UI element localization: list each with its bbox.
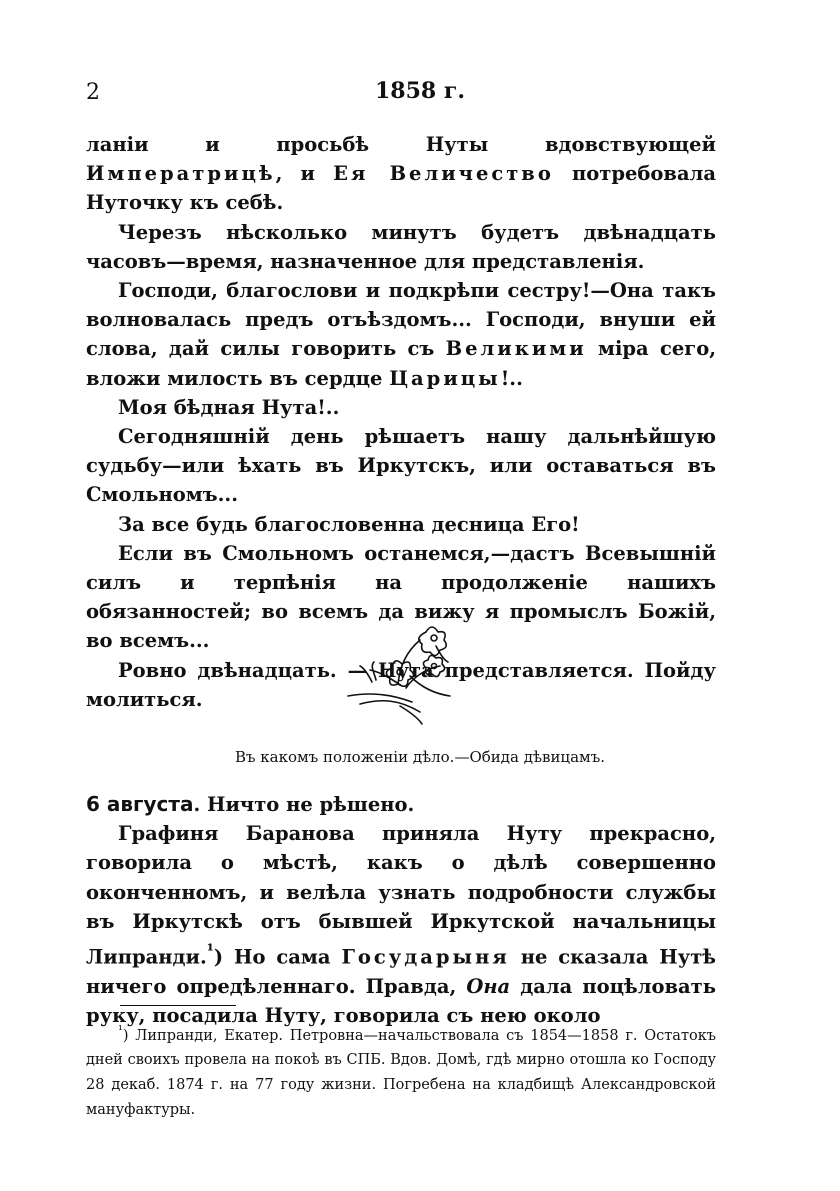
spaced-name: Царицы xyxy=(389,366,501,390)
text-run: Если въ Смольномъ останемся,—дастъ Всевышній силъ и терпѣнія на продолженіе нашихъ обязанностей; во всемъ да вижу я промыслъ Божій, во всемъ... xyxy=(86,541,716,653)
text-run: Ровно двѣнадцать. — Нута представляется. Пойду молиться. xyxy=(86,658,716,711)
footnote-divider xyxy=(120,1005,236,1006)
paragraph xyxy=(86,130,716,218)
flower-ornament-icon xyxy=(340,616,470,726)
spaced-name: Императрицѣ xyxy=(86,162,276,186)
text-run: ланіи и просьбѣ Нуты вдовствующей xyxy=(86,133,716,156)
text-run: ) Липранди, Екатер. Петровна—начальствовала съ 1854—1858 г. Остатокъ дней своихъ провела на покоѣ въ СПБ. Вдов. Домѣ, гдѣ мирно отошла ко Господу 28 декаб. 1874 г. на 77 году жизни. Погребена на кладбищѣ Александровской мануфактуры. xyxy=(86,1027,716,1118)
spaced-name: Ея Величество xyxy=(333,162,554,186)
text-run: Сегодняшній день рѣшаетъ нашу дальнѣйшую судьбу—или ѣхать въ Иркутскъ, или оставаться въ Смольномъ... xyxy=(86,425,716,507)
text-run: ) Но сама xyxy=(213,945,342,969)
section-aug-6 xyxy=(86,790,716,1030)
paragraph xyxy=(86,393,716,422)
text-run: дала поцѣловать руку, посадила Нуту, говорила съ нею около xyxy=(86,974,716,1027)
section-subheading: Въ какомъ положеніи дѣло.—Обида дѣвицамъ. xyxy=(234,748,606,766)
text-run: За все будь благословенна десница Его! xyxy=(118,512,580,536)
footnote-marker: ¹ xyxy=(206,941,214,961)
text-run: Моя бѣдная Нута!.. xyxy=(118,395,340,419)
section-date: 6 августа xyxy=(86,792,194,816)
italic-word: Она xyxy=(466,974,511,998)
text-run: !.. xyxy=(500,366,523,390)
text-run: Черезъ нѣсколько минутъ будетъ двѣнадцать часовъ—время, назначенное для представленія. xyxy=(86,220,716,273)
page-header-year: 1858 г. xyxy=(374,78,466,104)
text-run: . Ничто не рѣшено. xyxy=(193,793,415,816)
text-run: не сказала Нутѣ ничего опредѣленнаго. Правда, xyxy=(86,945,716,998)
footnote xyxy=(86,1018,716,1122)
spaced-name: Великими xyxy=(445,337,587,361)
paragraph xyxy=(86,510,716,539)
paragraph xyxy=(86,422,716,510)
section-lead xyxy=(86,790,716,819)
spaced-name: Государыня xyxy=(341,945,510,969)
paragraph xyxy=(86,819,716,1030)
text-run: , и xyxy=(275,162,334,186)
paragraph xyxy=(86,276,716,393)
paragraph xyxy=(86,218,716,276)
text-run: Господи, благослови и подкрѣпи сестру!—Она такъ волновалась предъ отъѣздомъ... Господи, внуши ей слова, дай силы говорить съ xyxy=(86,279,716,361)
text-run: міра сего, вложи милость въ сердце xyxy=(86,337,716,390)
footnote-text xyxy=(86,1018,716,1122)
text-run: Графиня Баранова приняла Нуту прекрасно, говорила о мѣстѣ, какъ о дѣлѣ совершенно оконченномъ, и велѣла узнать подробности службы въ Иркутскѣ отъ бывшей Иркутской начальницы Липранди. xyxy=(86,822,716,969)
page-number: 2 xyxy=(86,80,100,105)
text-run: потребовала Нуточку къ себѣ. xyxy=(86,162,716,215)
footnote-marker: ¹ xyxy=(118,1023,123,1037)
